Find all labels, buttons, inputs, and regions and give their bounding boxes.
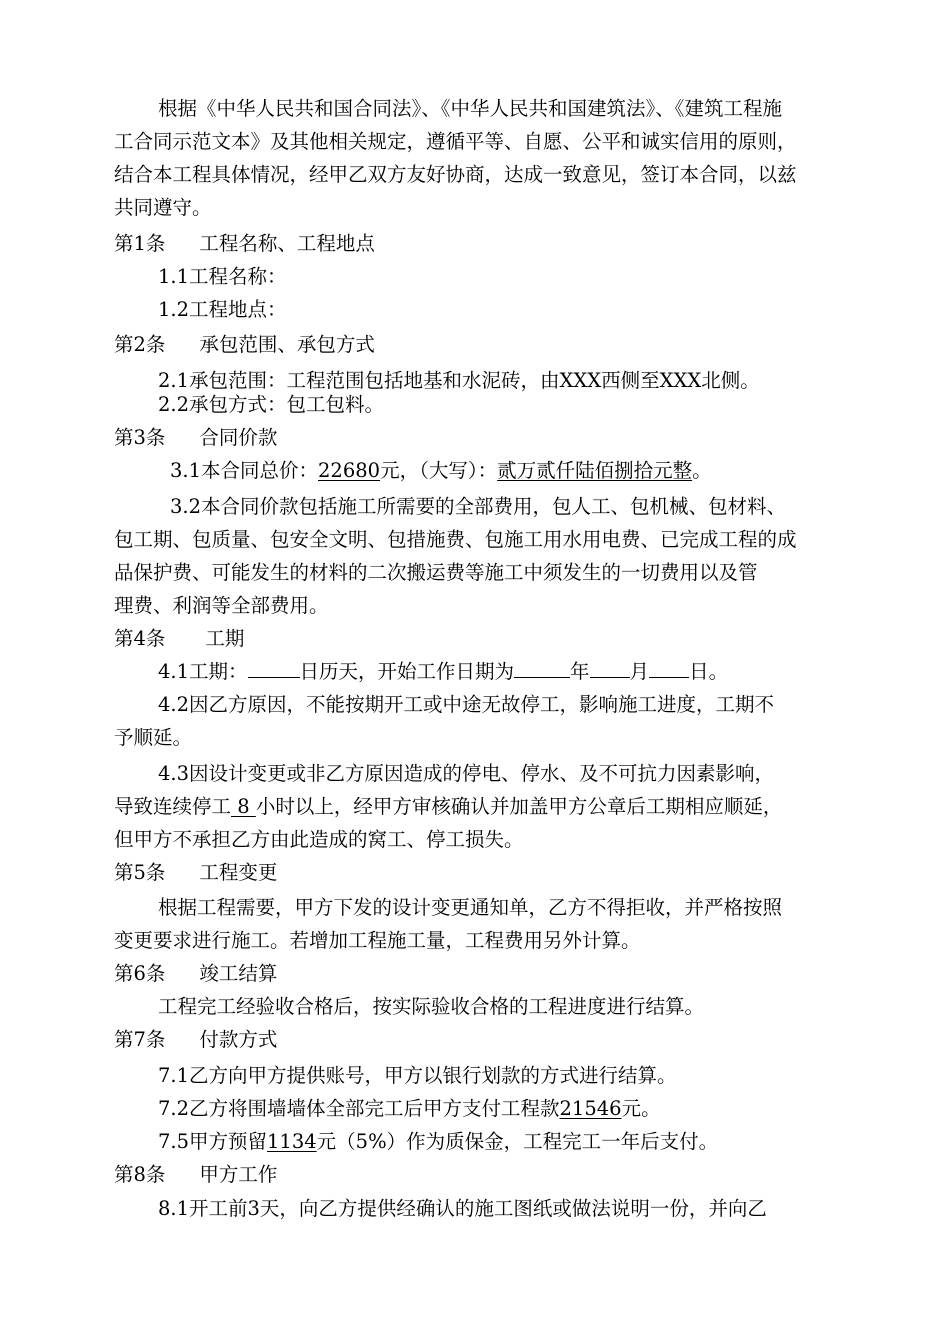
clause-2-2: 2.2承包方式：包工包料。 [158,393,385,416]
stoppage-hours: 8 [231,795,256,818]
clause-3-1 [170,455,712,487]
article-title: 竣工结算 [199,962,278,985]
clause-4-2-line: 予顺延。 [114,726,193,749]
article-number: 第8条 [114,1163,166,1186]
clause-7-5 [158,1126,718,1158]
article-number: 第7条 [114,1028,166,1051]
preamble-line: 工合同示范文本》及其他相关规定，遵循平等、自愿、公平和诚实信用的原则， [114,130,797,153]
clause-1-2: 1.2工程地点： [158,298,287,321]
retention-amount: 1134 [267,1130,317,1153]
article-number: 第3条 [114,426,166,449]
clause-4-3-text: 导致连续停工 [114,795,232,818]
clause-4-3-line: 但甲方不承担乙方由此造成的窝工、停工损失。 [114,828,524,851]
article-number: 第4条 [114,627,166,650]
article-8-heading [114,1159,277,1191]
contract-amount: 22680 [318,459,381,482]
month-blank [590,657,630,678]
article-number: 第5条 [114,861,166,884]
clause-4-1-text: 日历天，开始工作日期为 [299,660,515,683]
year-label: 年 [570,660,590,683]
article-title: 工程变更 [199,861,278,884]
clause-4-2: 4.2因乙方原因，不能按期开工或中途无故停工，影响施工进度，工期不 [158,693,775,716]
clause-7-1: 7.1乙方向甲方提供账号，甲方以银行划款的方式进行结算。 [158,1064,677,1087]
article-5-body: 变更要求进行施工。若增加工程施工量，工程费用另外计算。 [114,929,641,952]
month-label: 月 [629,660,650,683]
clause-7-2 [158,1093,661,1125]
preamble-line: 共同遵守。 [114,196,212,219]
clause-3-2-line: 品保护费、可能发生的材料的二次搬运费等施工中须发生的一切费用以及管 [114,561,758,584]
clause-4-3-line [114,791,782,823]
clause-7-5-text: 7.5甲方预留 [158,1130,268,1153]
article-number: 第6条 [114,962,166,985]
clause-7-2-end: 元。 [621,1097,661,1120]
contract-amount-words: 贰万贰仟陆佰捌拾元整 [497,459,693,482]
clause-3-1-label: 3.1本合同总价： [170,459,319,482]
article-title: 付款方式 [199,1028,278,1051]
clause-4-1-label: 4.1工期： [158,660,248,683]
article-5-heading [114,857,277,889]
clause-3-2-line: 包工期、包质量、包安全文明、包措施费、包施工用水用电费、已完成工程的成 [114,528,797,551]
year-blank [514,657,570,678]
clause-8-1: 8.1开工前3天，向乙方提供经确认的施工图纸或做法说明一份，并向乙 [158,1197,767,1220]
preamble-line: 根据《中华人民共和国合同法》、《中华人民共和国建筑法》、《建筑工程施 [158,97,783,120]
article-title: 承包范围、承包方式 [199,333,375,356]
article-4-heading [114,623,244,655]
clause-4-1 [158,656,728,688]
article-title: 工程名称、工程地点 [199,232,375,255]
clause-3-2-line: 理费、利润等全部费用。 [114,594,329,617]
preamble-line: 结合本工程具体情况，经甲乙双方友好协商，达成一致意见，签订本合同，以兹 [114,163,797,186]
article-5-body: 根据工程需要，甲方下发的设计变更通知单，乙方不得拒收，并严格按照 [158,896,783,919]
clause-7-2-text: 7.2乙方将围墙墙体全部完工后甲方支付工程款 [158,1097,560,1120]
article-title: 工期 [205,627,245,650]
article-number: 第2条 [114,333,166,356]
article-6-body: 工程完工经验收合格后，按实际验收合格的工程进度进行结算。 [158,995,705,1018]
article-6-heading [114,958,277,990]
clause-3-1-mid: 元，（大写）： [380,459,498,482]
clause-7-5-text: 元（5%）作为质保金，工程完工一年后支付。 [316,1130,719,1153]
article-title: 合同价款 [199,426,278,449]
payment-amount: 21546 [559,1097,622,1120]
article-title: 甲方工作 [199,1163,278,1186]
day-blank [649,657,689,678]
day-label: 日。 [689,660,729,683]
article-1-heading [114,228,375,260]
clause-4-3-text: 小时以上，经甲方审核确认并加盖甲方公章后工期相应顺延， [255,795,783,818]
clause-1-1: 1.1工程名称： [158,265,287,288]
clause-4-3: 4.3因设计变更或非乙方原因造成的停电、停水、及不可抗力因素影响， [158,762,775,785]
article-2-heading [114,329,375,361]
article-number: 第1条 [114,232,166,255]
article-7-heading [114,1024,277,1056]
article-3-heading [114,422,277,454]
clause-3-2: 3.2本合同价款包括施工所需要的全部费用，包人工、包机械、包材料、 [170,495,787,518]
days-blank [248,657,300,678]
clause-3-1-end: 。 [692,459,712,482]
clause-2-1: 2.1承包范围：工程范围包括地基和水泥砖，由XXX西侧至XXX北侧。 [158,369,760,392]
